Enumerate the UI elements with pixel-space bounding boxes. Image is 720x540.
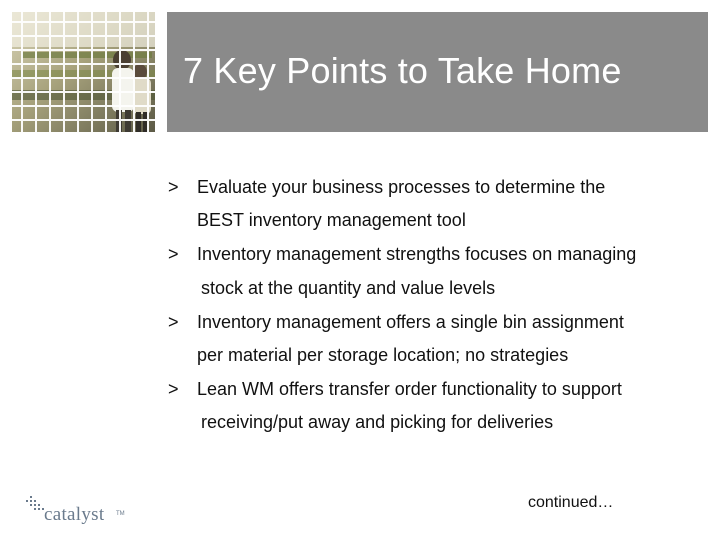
bullet-2-line-1: Inventory management strengths focuses on managing: [197, 244, 637, 264]
logo-text: catalyst: [44, 504, 105, 525]
bullet-3-line-2: per material per storage location; no strategies: [197, 345, 569, 365]
bullet-marker: >: [168, 379, 179, 399]
bullet-4-line-1: Lean WM offers transfer order functionality to support: [197, 379, 622, 399]
bullet-marker: >: [168, 244, 179, 264]
bullet-marker: >: [168, 177, 179, 197]
bullet-4-line-2: receiving/put away and picking for deliveries: [201, 412, 554, 432]
bullet-3-line-1: Inventory management offers a single bin assignment: [197, 312, 624, 332]
bullet-2-line-2: stock at the quantity and value levels: [201, 278, 496, 298]
logo-trademark: TM: [116, 511, 125, 517]
slide-title: 7 Key Points to Take Home: [183, 50, 622, 91]
bullet-marker: >: [168, 312, 179, 332]
continued-note: continued…: [528, 494, 614, 511]
catalyst-logo: [24, 494, 134, 530]
bullet-1-line-2: BEST inventory management tool: [197, 210, 466, 230]
logo-dots-icon: [24, 494, 46, 516]
bullet-1-line-1: Evaluate your business processes to determine the: [197, 177, 606, 197]
